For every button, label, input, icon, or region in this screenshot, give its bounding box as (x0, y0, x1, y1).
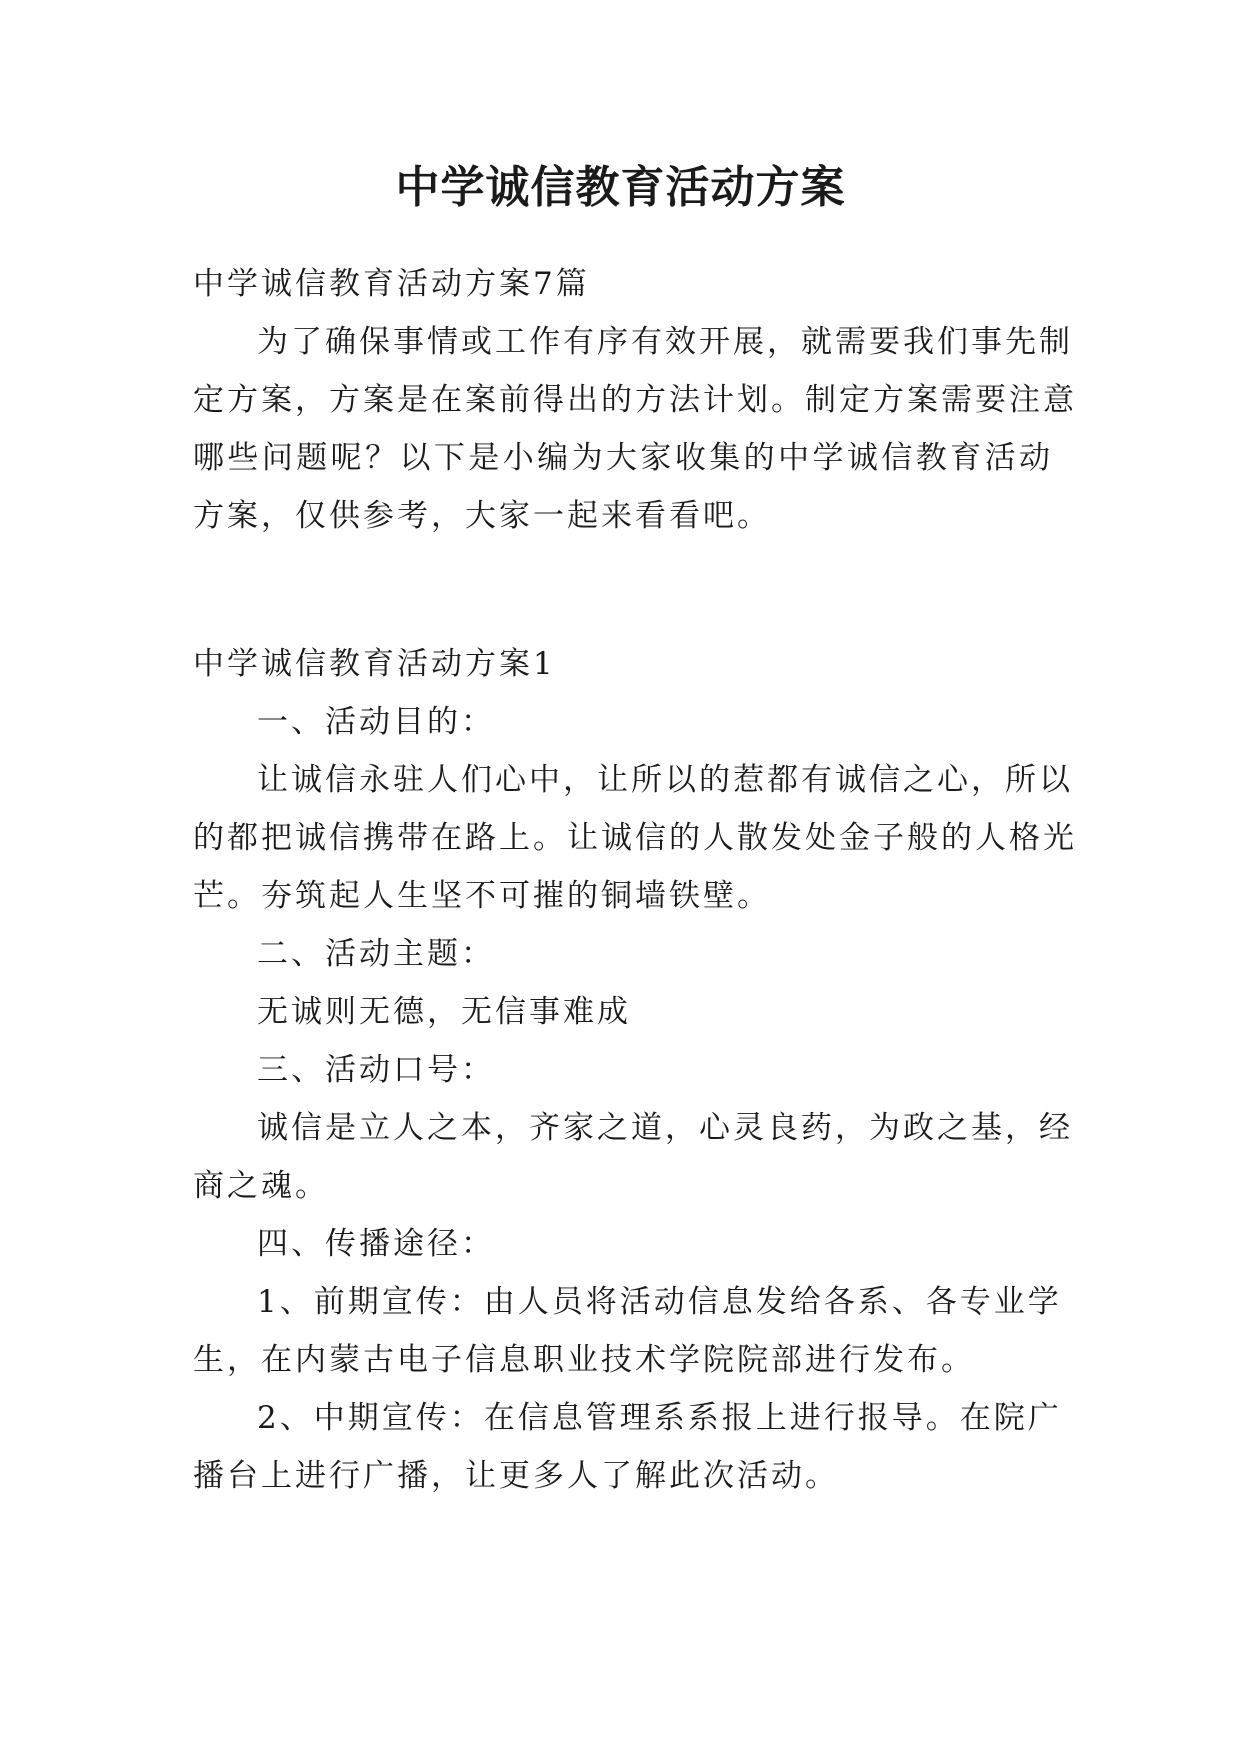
intro-line-3: 哪些问题呢？以下是小编为大家收集的中学诚信教育活动 (193, 440, 1053, 476)
intro-line-2: 定方案，方案是在案前得出的方法计划。制定方案需要注意 (193, 382, 1077, 418)
theme-text: 无诚则无德，无信事难成 (257, 994, 631, 1030)
goal-text-line-3: 芒。夯筑起人生坚不可摧的铜墙铁壁。 (193, 878, 771, 914)
channel-1-line-1: 1、前期宣传：由人员将活动信息发给各系、各专业学 (257, 1284, 1062, 1320)
page-title: 中学诚信教育活动方案 (395, 162, 846, 213)
channel-2-line-1: 2、中期宣传：在信息管理系系报上进行报导。在院广 (257, 1400, 1062, 1436)
slogan-text-line-1: 诚信是立人之本，齐家之道，心灵良药，为政之基，经 (257, 1110, 1073, 1146)
theme-heading: 二、活动主题： (257, 936, 495, 972)
slogan-heading: 三、活动口号： (257, 1052, 495, 1088)
goal-heading: 一、活动目的： (257, 704, 495, 740)
subtitle: 中学诚信教育活动方案7篇 (193, 266, 590, 302)
section-heading: 中学诚信教育活动方案1 (193, 646, 556, 682)
intro-line-4: 方案，仅供参考，大家一起来看看吧。 (193, 498, 771, 534)
channel-heading: 四、传播途径： (257, 1226, 495, 1262)
slogan-text-line-2: 商之魂。 (193, 1168, 329, 1204)
goal-text-line-1: 让诚信永驻人们心中，让所以的惹都有诚信之心，所以 (257, 762, 1073, 798)
channel-1-line-2: 生，在内蒙古电子信息职业技术学院院部进行发布。 (193, 1342, 975, 1378)
channel-2-line-2: 播台上进行广播，让更多人了解此次活动。 (193, 1458, 839, 1494)
goal-text-line-2: 的都把诚信携带在路上。让诚信的人散发处金子般的人格光 (193, 820, 1077, 856)
intro-line-1: 为了确保事情或工作有序有效开展，就需要我们事先制 (257, 324, 1073, 360)
